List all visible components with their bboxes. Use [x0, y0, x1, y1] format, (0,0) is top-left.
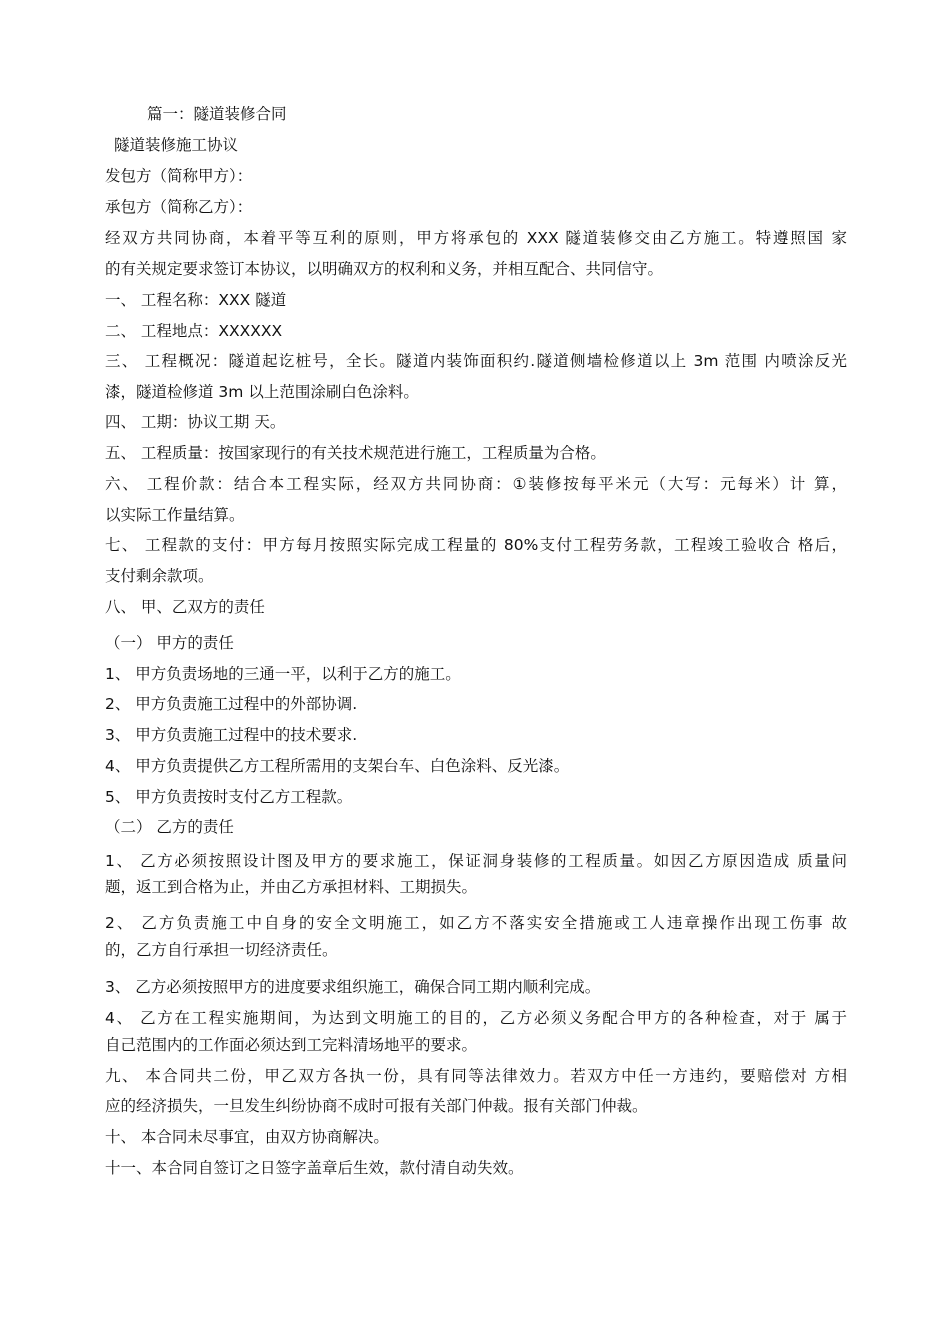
- clause-project-location: 二、 工程地点：XXXXXX: [105, 322, 283, 340]
- clause-price: 以实际工作量结算。: [105, 506, 245, 524]
- list-item: 4、 乙方在工程实施期间，为达到文明施工的目的，乙方必须义务配合甲方的各种检查，对于 属于: [105, 1009, 848, 1027]
- clause-payment: 支付剩余款项。: [105, 567, 214, 585]
- intro-line: 的有关规定要求签订本协议，以明确双方的权利和义务，并相互配合、共同信守。: [105, 260, 664, 278]
- document-heading: 篇一：隧道装修合同: [147, 105, 287, 123]
- clause-payment: 七、 工程款的支付：甲方每月按照实际完成工程量的 80%支付工程劳务款，工程竣工验收合 格后，: [105, 536, 847, 554]
- party-b-line: 承包方（简称乙方）：: [105, 198, 253, 216]
- list-item: 题，返工到合格为止，并由乙方承担材料、工期损失。: [105, 878, 478, 896]
- list-item: 的，乙方自行承担一切经济责任。: [105, 941, 338, 959]
- clause-unresolved-matters: 十、 本合同未尽事宜，由双方协商解决。: [105, 1128, 389, 1146]
- section-party-b-title: （二） 乙方的责任: [105, 818, 234, 836]
- list-item: 4、 甲方负责提供乙方工程所需用的支架台车、白色涂料、反光漆。: [105, 757, 570, 775]
- party-a-line: 发包方（简称甲方）：: [105, 167, 253, 185]
- clause-project-overview: 漆，隧道检修道 3m 以上范围涂刷白色涂料。: [105, 383, 419, 401]
- clause-project-overview: 三、 工程概况：隧道起讫桩号，全长。隧道内装饰面积约.隧道侧墙检修道以上 3m 范围 内喷涂反光: [105, 352, 847, 370]
- list-item: 3、 乙方必须按照甲方的进度要求组织施工，确保合同工期内顺利完成。: [105, 978, 601, 996]
- clause-responsibilities: 八、 甲、乙双方的责任: [105, 598, 265, 616]
- list-item: 3、 甲方负责施工过程中的技术要求.: [105, 726, 358, 744]
- document-subheading: 隧道装修施工协议: [114, 136, 239, 154]
- list-item: 1、 乙方必须按照设计图及甲方的要求施工，保证洞身装修的工程质量。如因乙方原因造成 质量问: [105, 852, 847, 870]
- section-party-a-title: （一） 甲方的责任: [105, 634, 234, 652]
- list-item: 5、 甲方负责按时支付乙方工程款。: [105, 788, 353, 806]
- clause-price: 六、 工程价款：结合本工程实际，经双方共同协商：①装修按每平米元（大写：元每米）计 算，: [105, 475, 847, 493]
- list-item: 1、 甲方负责场地的三通一平，以利于乙方的施工。: [105, 665, 461, 683]
- clause-effective-date: 十一、本合同自签订之日签字盖章后生效，款付清自动失效。: [105, 1159, 524, 1177]
- intro-line: 经双方共同协商，本着平等互利的原则，甲方将承包的 XXX 隧道装修交由乙方施工。特遵照国 家: [105, 229, 847, 247]
- list-item: 自己范围内的工作面必须达到工完料清场地平的要求。: [105, 1036, 478, 1054]
- list-item: 2、 乙方负责施工中自身的安全文明施工，如乙方不落实安全措施或工人违章操作出现工伤事 故: [105, 914, 847, 932]
- clause-project-name: 一、 工程名称：XXX 隧道: [105, 291, 287, 309]
- clause-copies: 九、 本合同共二份，甲乙双方各执一份，具有同等法律效力。若双方中任一方违约，要赔偿对 方相: [105, 1067, 847, 1085]
- clause-copies: 应的经济损失，一旦发生纠纷协商不成时可报有关部门仲裁。报有关部门仲裁。: [105, 1097, 648, 1115]
- clause-quality: 五、 工程质量：按国家现行的有关技术规范进行施工，工程质量为合格。: [105, 444, 606, 462]
- list-item: 2、 甲方负责施工过程中的外部协调.: [105, 695, 358, 713]
- clause-duration: 四、 工期：协议工期 天。: [105, 413, 286, 431]
